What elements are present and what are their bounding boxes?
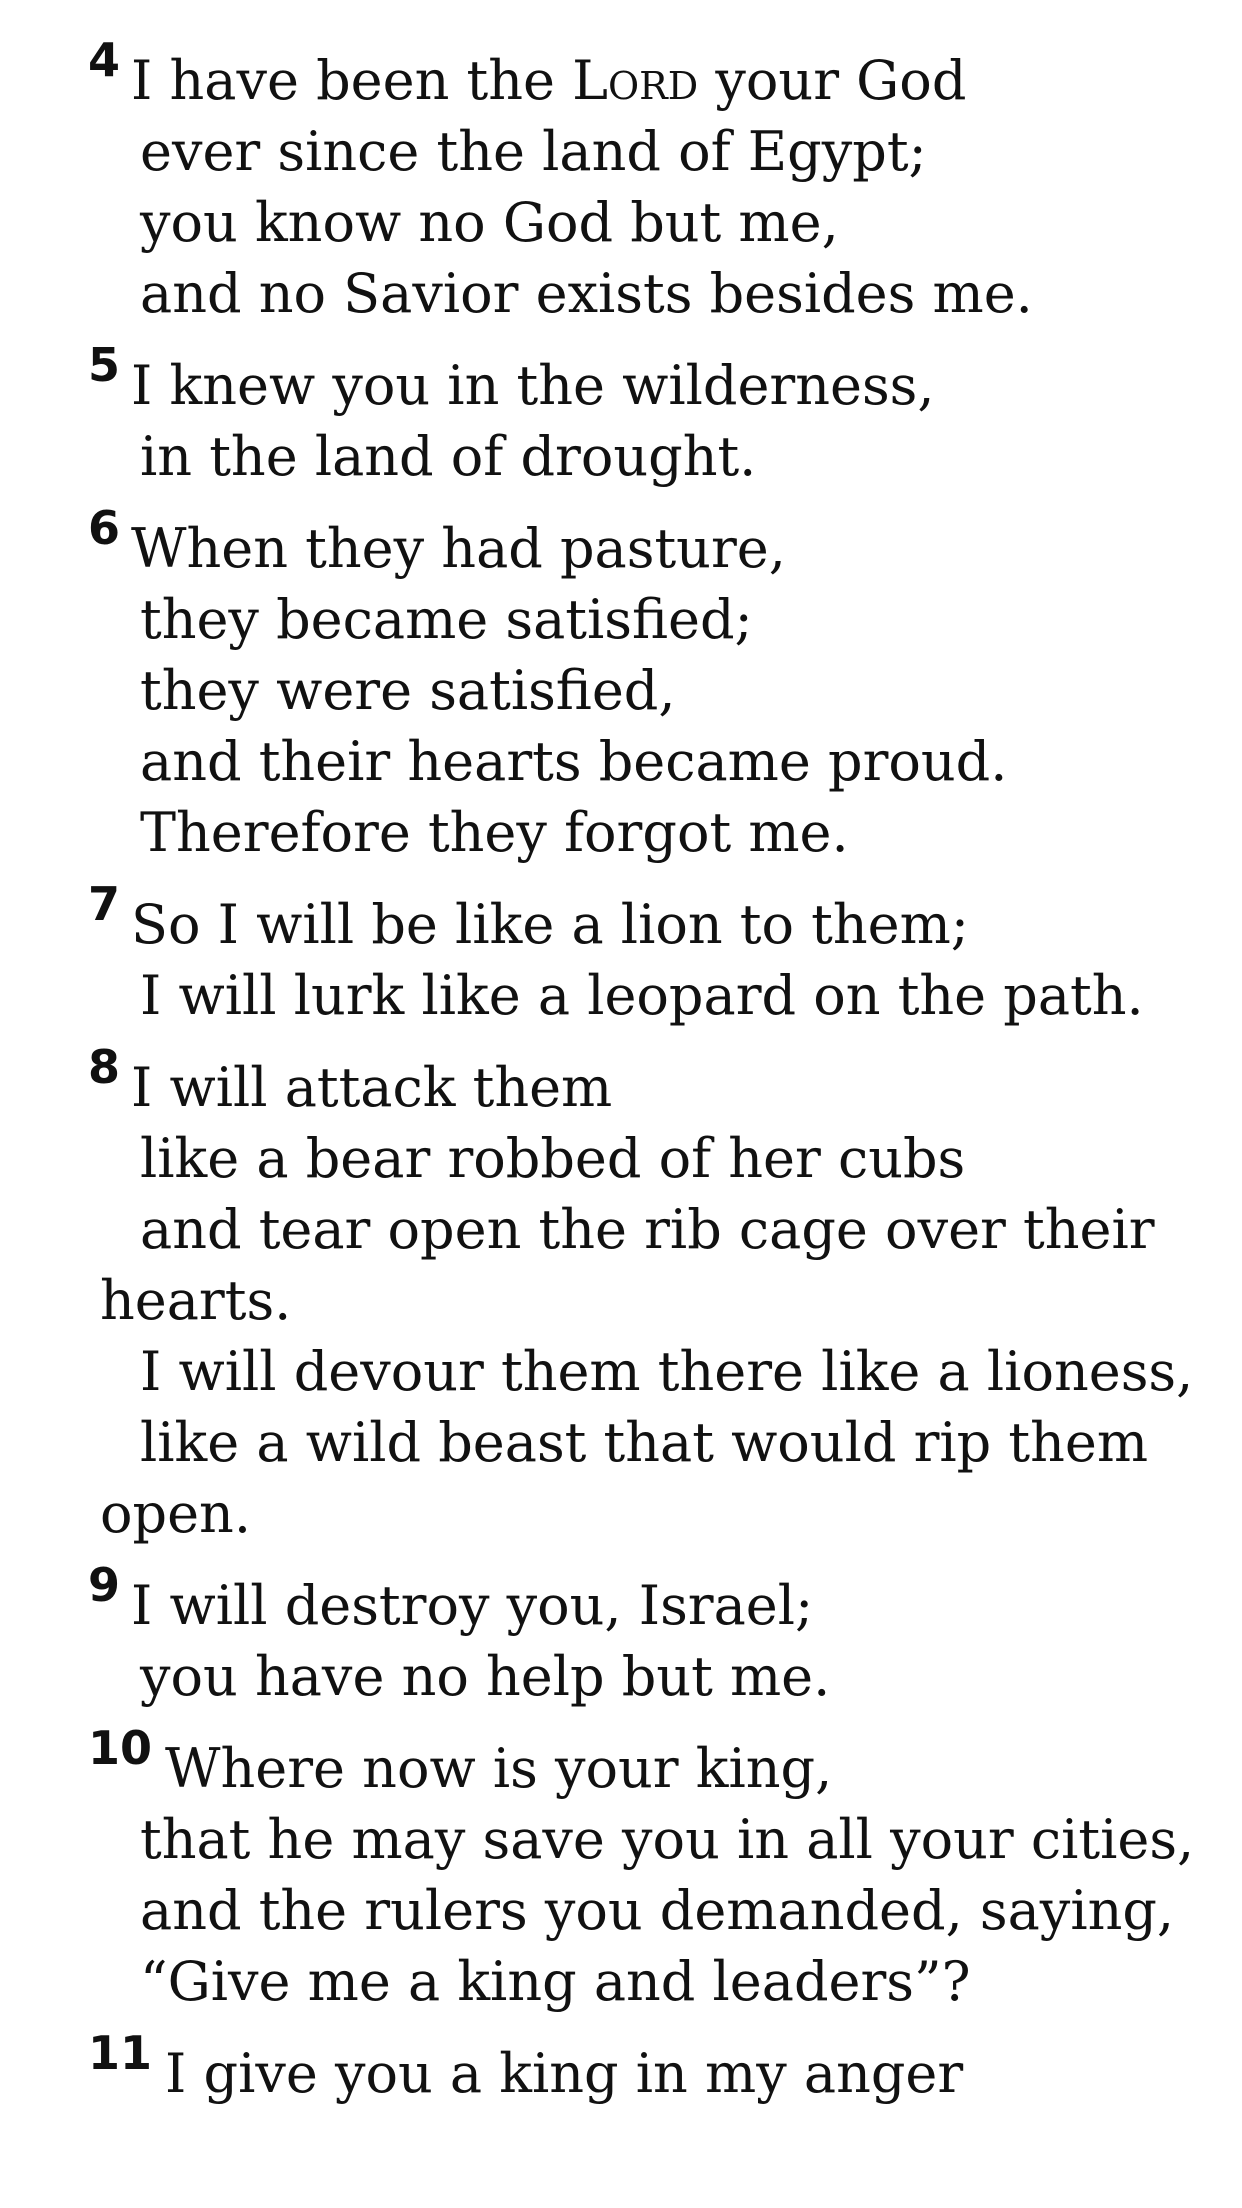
verse-line: like a bear robbed of her cubs: [140, 1127, 966, 1190]
verse-line: and no Savior exists besides me.: [140, 262, 1033, 325]
verse-line-wrap: open.: [100, 1482, 251, 1545]
verse-first-line: [0, 877, 1242, 960]
verse-number: 7: [88, 877, 121, 931]
verse-line: Therefore they forgot me.: [140, 801, 849, 864]
verse-first-line: [0, 33, 1242, 116]
verse-text: So I will be like a lion to them;: [131, 893, 970, 956]
verse-10[interactable]: [0, 1721, 1242, 2017]
verse-line: that he may save you in all your cities,: [140, 1808, 1195, 1871]
verse-number: 9: [88, 1558, 121, 1612]
verse-number: 8: [88, 1040, 121, 1094]
verse-first-line: [0, 2026, 1242, 2109]
verse-line: and their hearts became proud.: [140, 730, 1008, 793]
verse-line: in the land of drought.: [140, 425, 757, 488]
verse-first-line: [0, 501, 1242, 584]
verse-text: Where now is your king,: [165, 1737, 833, 1800]
verse-line: they were satisfied,: [140, 659, 676, 722]
verse-first-line: [0, 1558, 1242, 1641]
verse-8[interactable]: [0, 1040, 1242, 1549]
verse-first-line: [0, 1721, 1242, 1804]
verse-first-line: [0, 1040, 1242, 1123]
verse-text: I will destroy you, Israel;: [131, 1574, 814, 1637]
verse-9[interactable]: [0, 1558, 1242, 1712]
verse-11[interactable]: [0, 2026, 1242, 2109]
verse-7[interactable]: [0, 877, 1242, 1031]
verse-line: ever since the land of Egypt;: [140, 120, 927, 183]
lord-small-caps: Lord: [572, 49, 699, 112]
verse-line: I will lurk like a leopard on the path.: [140, 964, 1144, 1027]
verse-line: you have no help but me.: [140, 1645, 831, 1708]
verse-line: you know no God but me,: [140, 191, 839, 254]
verse-text: I have been the Lord your God: [131, 49, 967, 112]
verse-line: they became satisfied;: [140, 588, 753, 651]
verse-text: When they had pasture,: [131, 517, 786, 580]
verse-text: I give you a king in my anger: [165, 2042, 964, 2105]
verse-5[interactable]: [0, 338, 1242, 492]
verse-number: 11: [88, 2026, 153, 2080]
verse-line: I will devour them there like a lioness,: [140, 1340, 1194, 1403]
verse-first-line: [0, 338, 1242, 421]
verse-line: like a wild beast that would rip them: [140, 1411, 1149, 1474]
verse-line-wrap: hearts.: [100, 1269, 292, 1332]
verse-number: 4: [88, 33, 121, 87]
verse-line: and tear open the rib cage over their: [140, 1198, 1155, 1261]
verse-number: 5: [88, 338, 121, 392]
verse-line: and the rulers you demanded, saying,: [140, 1879, 1175, 1942]
verse-line: “Give me a king and leaders”?: [140, 1950, 971, 2013]
verse-number: 10: [88, 1721, 153, 1775]
verse-text: I knew you in the wilderness,: [131, 354, 935, 417]
verse-4[interactable]: [0, 0, 1242, 329]
verse-text: I will attack them: [131, 1056, 613, 1119]
verse-6[interactable]: [0, 501, 1242, 868]
verse-number: 6: [88, 501, 121, 555]
